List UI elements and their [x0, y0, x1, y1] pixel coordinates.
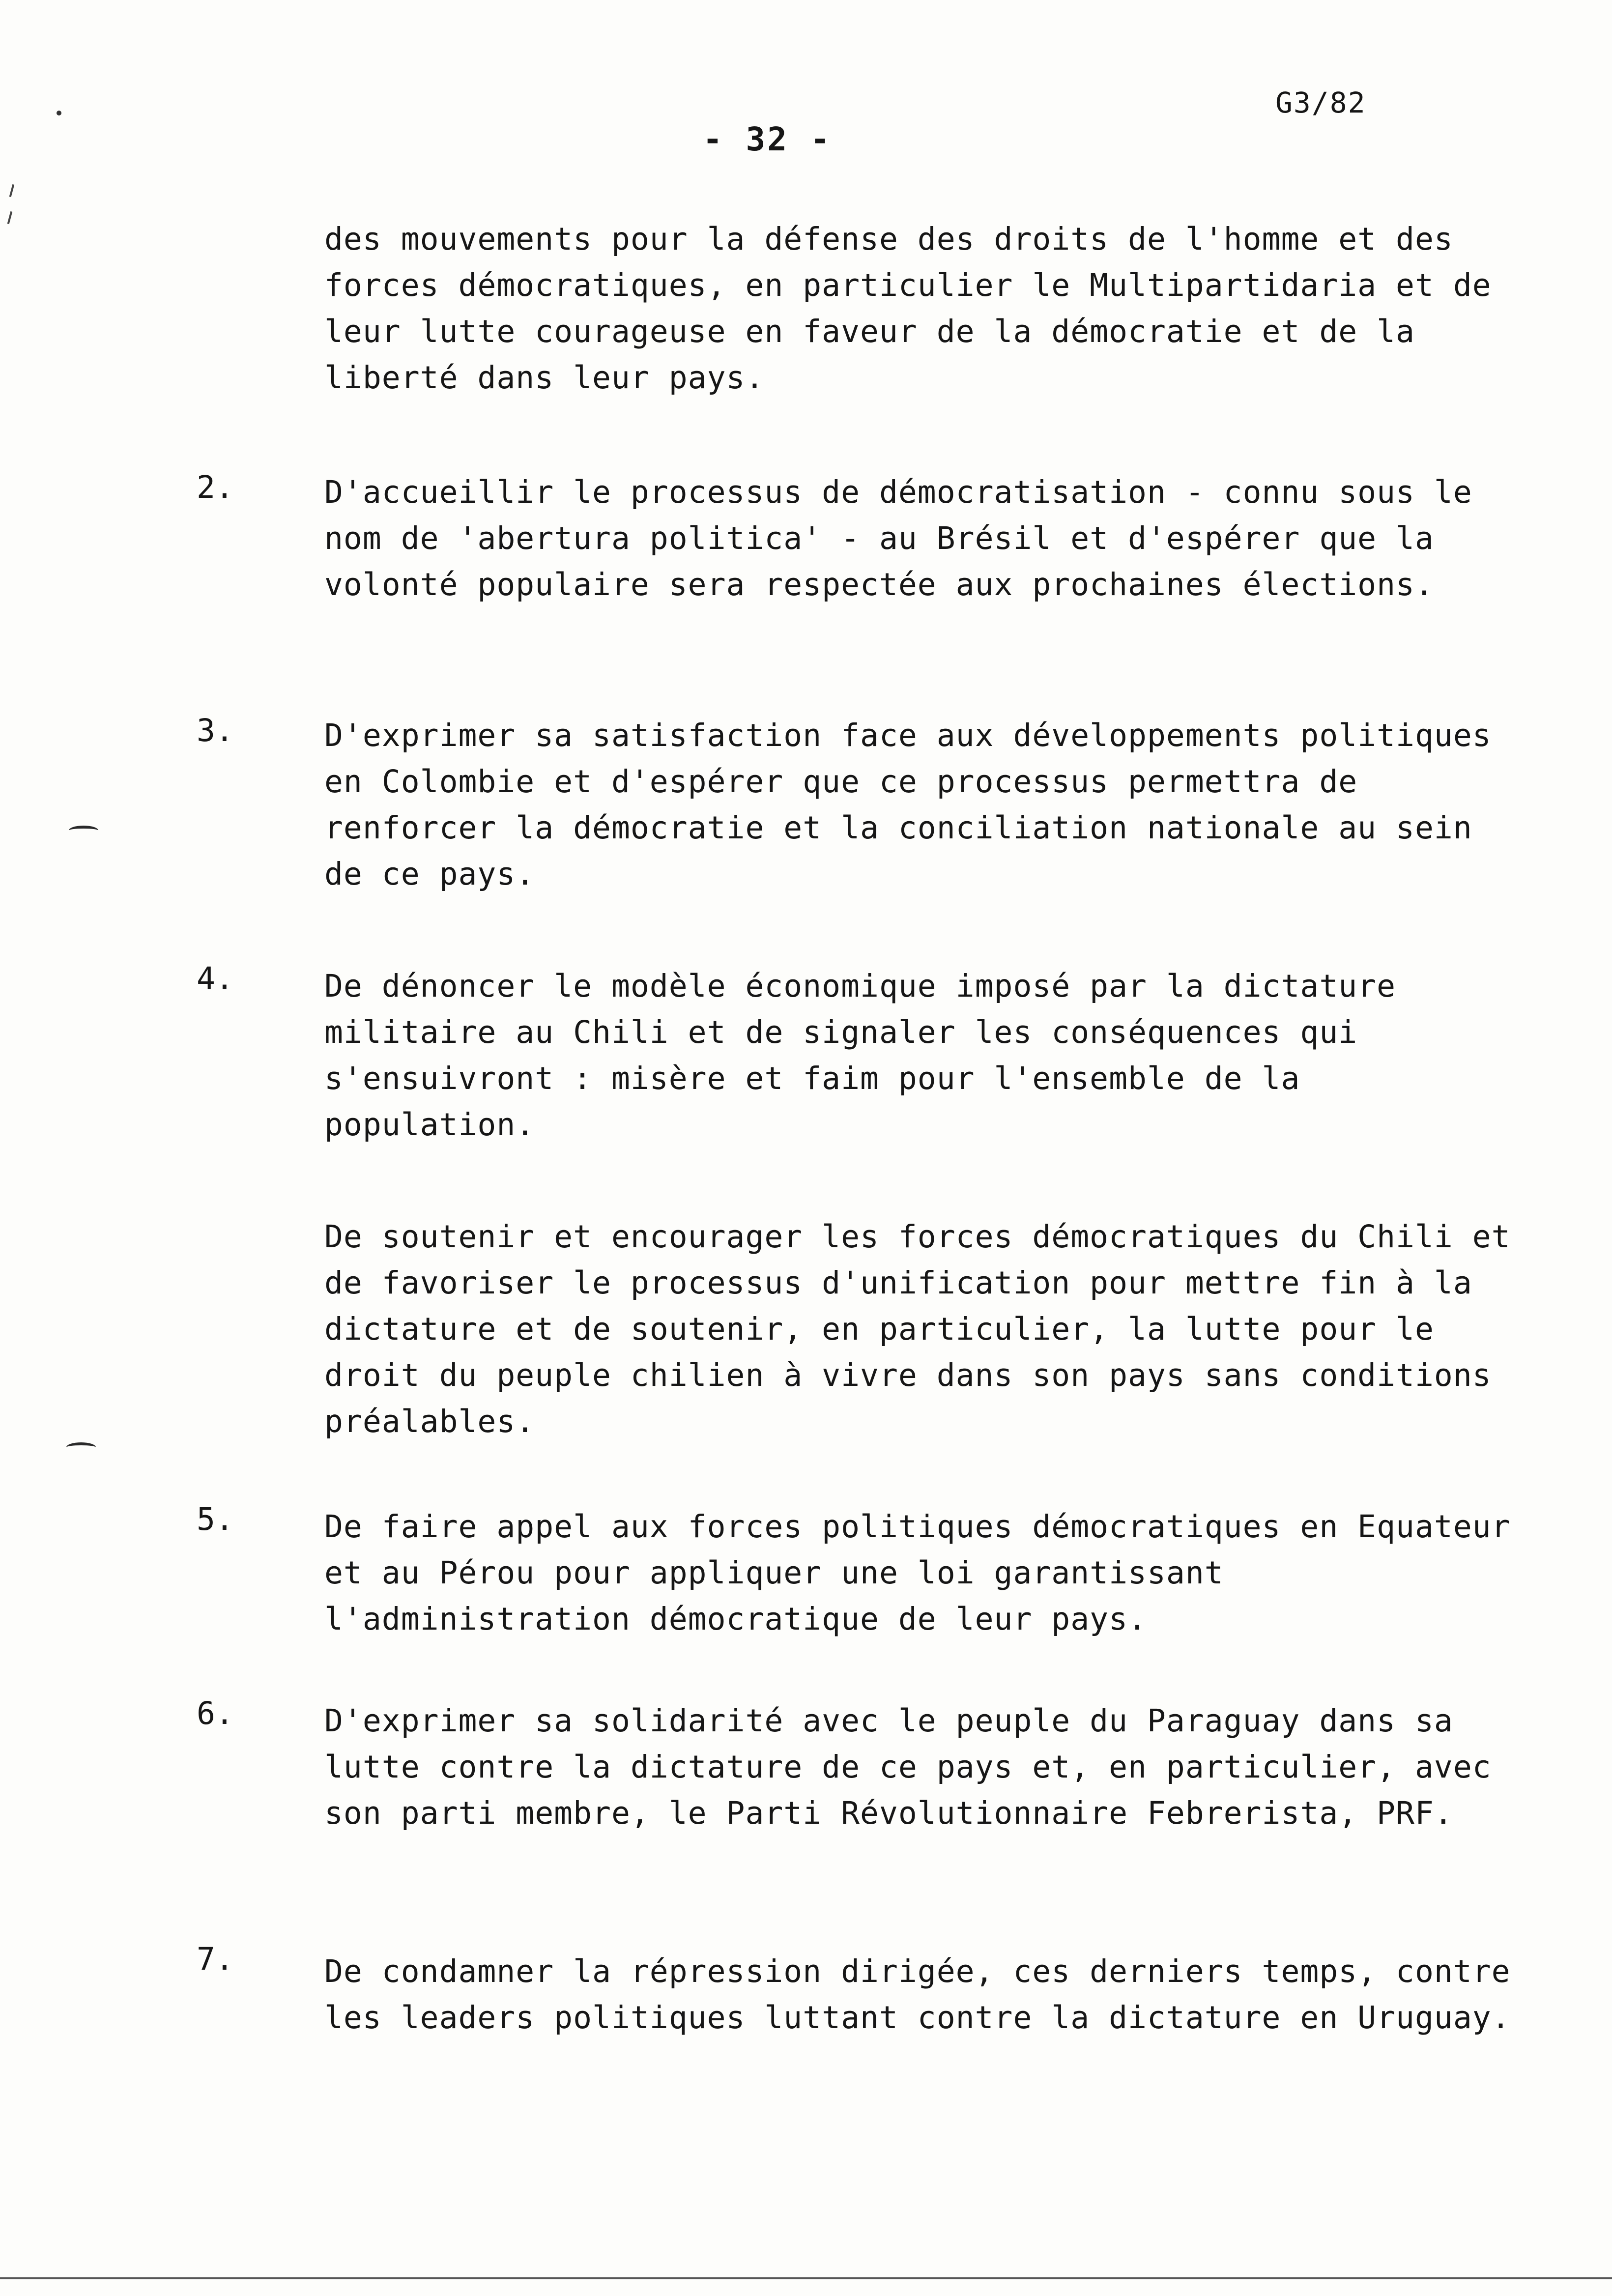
page-bottom-edge: [0, 2277, 1612, 2279]
binder-hole-mark: [69, 826, 98, 835]
paragraph-item-4: De dénoncer le modèle économique imposé par la dictature militaire au Chili et de signaler les conséquences qui s'ensuivront : misère et faim pour l'ensemble de la population.: [324, 968, 1396, 1143]
item-number: 2.: [197, 469, 234, 505]
paragraph-item-3: D'exprimer sa satisfaction face aux développements politiques en Colombie et d'espérer que ce processus permettra de renforcer la démocratie et la conciliation nationale au sein de ce pays.: [324, 718, 1492, 892]
item-number: 5.: [197, 1501, 234, 1537]
item-number: 7.: [197, 1941, 234, 1977]
item-number: 6.: [197, 1695, 234, 1731]
paragraph-item-6: D'exprimer sa solidarité avec le peuple du Paraguay dans sa lutte contre la dictature de ce pays et, en particulier, avec son parti membre, le Parti Révolutionnaire Febrerista, PRF.: [324, 1703, 1492, 1831]
page-number: - 32 -: [703, 120, 832, 158]
binder-hole-mark: [66, 1442, 96, 1452]
paragraph-continuation: des mouvements pour la défense des droits de l'homme et des forces démocratiques, en particulier le Multipartidaria et de leur lutte courageuse en faveur de la démocratie et de la liberté dans leur pays.: [324, 221, 1492, 396]
paragraph-item-7: De condamner la répression dirigée, ces derniers temps, contre les leaders politiques luttant contre la dictature en Uruguay.: [324, 1953, 1511, 2036]
document-reference: G3/82: [1275, 86, 1366, 119]
scan-speck: [57, 111, 61, 115]
scan-mark: [7, 211, 13, 224]
paragraph-item-2: D'accueillir le processus de démocratisation - connu sous le nom de 'abertura politica' - au Brésil et d'espérer que la volonté populaire sera respectée aux prochaines élections.: [324, 474, 1472, 603]
paragraph-item-5: De faire appel aux forces politiques démocratiques en Equateur et au Pérou pour appliquer une loi garantissant l'administration démocratique de leur pays.: [324, 1509, 1511, 1637]
scan-mark: [9, 184, 15, 197]
item-number: 4.: [197, 961, 234, 997]
paragraph-item-4-continued: De soutenir et encourager les forces démocratiques du Chili et de favoriser le processus d'unification pour mettre fin à la dictature et de soutenir, en particulier, la lutte pour le droit du peuple chilien à vivre dans son pays sans conditions préalables.: [324, 1219, 1511, 1439]
item-number: 3.: [197, 713, 234, 748]
